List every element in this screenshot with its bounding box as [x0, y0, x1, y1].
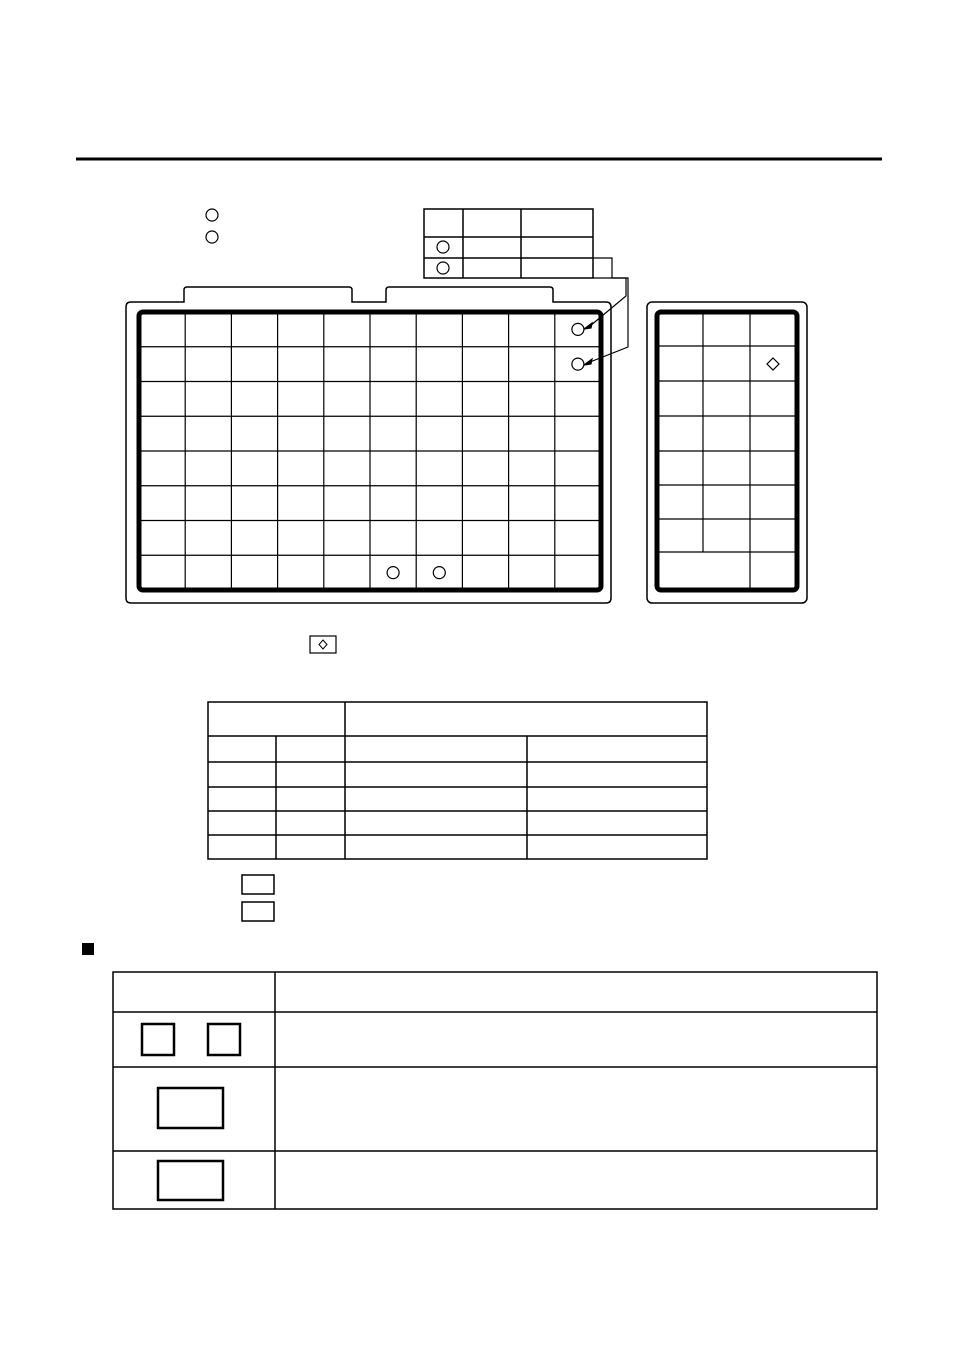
key-box [208, 1024, 240, 1055]
key-box [158, 1088, 223, 1128]
circle-icon [437, 262, 449, 274]
mini-table [424, 209, 593, 278]
data-table [208, 702, 707, 859]
diamond-icon [767, 358, 779, 370]
circle-icon [433, 567, 445, 579]
diamond-icon [319, 640, 327, 649]
circle-icon [387, 567, 399, 579]
key-legend [242, 875, 274, 921]
legend [206, 209, 218, 243]
key-description-table [113, 972, 877, 1209]
numeric-key-grid [657, 312, 797, 590]
key-box [242, 902, 274, 921]
square-bullet-icon [82, 943, 94, 955]
key-box [242, 875, 274, 894]
main-keyboard [126, 287, 611, 603]
key-box [142, 1024, 174, 1055]
numeric-keyboard-outline [647, 302, 807, 603]
circle-icon [572, 358, 584, 370]
numeric-keyboard [647, 302, 807, 603]
diamond-key-note [310, 636, 336, 653]
circle-icon [206, 209, 218, 221]
circle-icon [437, 241, 449, 253]
key-box [158, 1161, 223, 1200]
main-key-grid [139, 312, 601, 590]
circle-icon [206, 231, 218, 243]
circle-icon [572, 323, 584, 335]
